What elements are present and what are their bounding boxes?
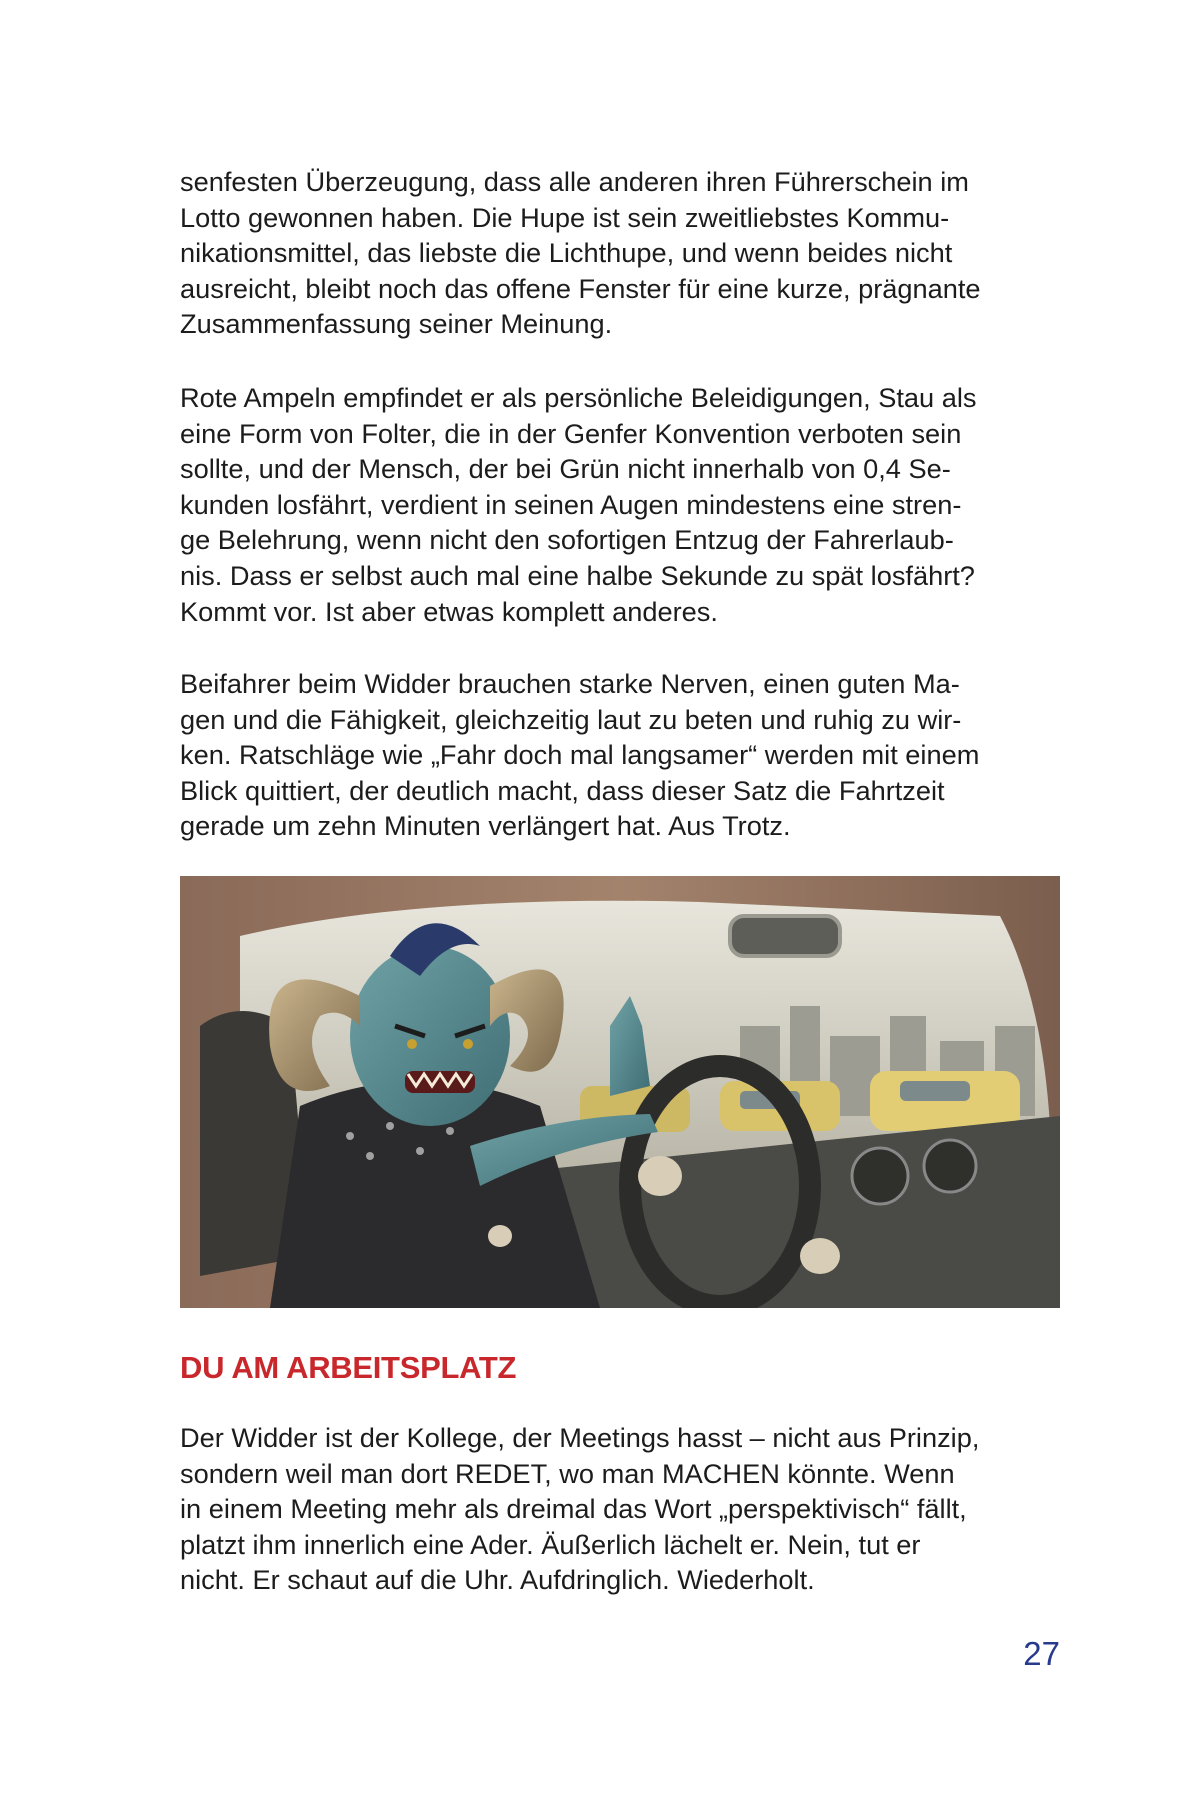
paragraph-road-rage [180,164,981,342]
text-line: Blick quittiert, der deutlich macht, dass dieser Satz die Fahrtzeit [180,774,945,806]
text-line: gerade um zehn Minuten verlängert hat. Aus Trotz. [180,810,791,842]
text-line: Der Widder ist der Kollege, der Meetings hasst – nicht aus Prinzip, [180,1422,980,1453]
text-line: nikationsmittel, das liebste die Lichthupe, und wenn beides nicht [180,237,953,269]
section-heading: DU AM ARBEITSPLATZ [180,1350,517,1385]
text-line: Zusammenfassung seiner Meinung. [180,308,613,340]
text-line: senfesten Überzeugung, dass alle anderen ihren Führerschein im [180,166,969,197]
text-line: Beifahrer beim Widder brauchen starke Nerven, einen guten Ma- [180,668,960,699]
text-line: in einem Meeting mehr als dreimal das Wort „perspektivisch“ fällt, [180,1493,967,1525]
paragraph-passengers [180,666,979,844]
page-number: 27 [1023,1635,1060,1672]
text-line: sondern weil man dort REDET, wo man MACHEN könnte. Wenn [180,1457,955,1489]
illustration-ram-driver [180,876,1060,1308]
ram-driver-artwork [180,876,1060,1308]
text-line: kunden losfährt, verdient in seinen Augen mindestens eine stren- [180,488,962,520]
text-line: eine Form von Folter, die in der Genfer Konvention verboten sein [180,417,962,449]
text-line: ausreicht, bleibt noch das offene Fenster für eine kurze, prägnante [180,272,981,304]
text-line: Rote Ampeln empfindet er als persönliche Beleidigungen, Stau als [180,382,977,413]
text-line: ken. Ratschläge wie „Fahr doch mal langsamer“ werden mit einem [180,739,980,771]
text-line: Lotto gewonnen haben. Die Hupe ist sein zweitliebstes Kommu- [180,201,950,233]
text-line: nis. Dass er selbst auch mal eine halbe Sekunde zu spät losfährt? [180,559,975,591]
text-line: platzt ihm innerlich eine Ader. Äußerlich lächelt er. Nein, tut er [180,1528,921,1560]
text-line: gen und die Fähigkeit, gleichzeitig laut zu beten und ruhig zu wir- [180,703,962,735]
text-line: Kommt vor. Ist aber etwas komplett anderes. [180,595,718,627]
text-line: sollte, und der Mensch, der bei Grün nicht innerhalb von 0,4 Se- [180,453,951,485]
text-line: nicht. Er schaut auf die Uhr. Aufdringlich. Wiederholt. [180,1564,815,1596]
paragraph-red-lights [180,380,976,629]
paragraph-workplace [180,1420,979,1598]
text-line: ge Belehrung, wenn nicht den sofortigen Entzug der Fahrerlaub- [180,524,954,556]
